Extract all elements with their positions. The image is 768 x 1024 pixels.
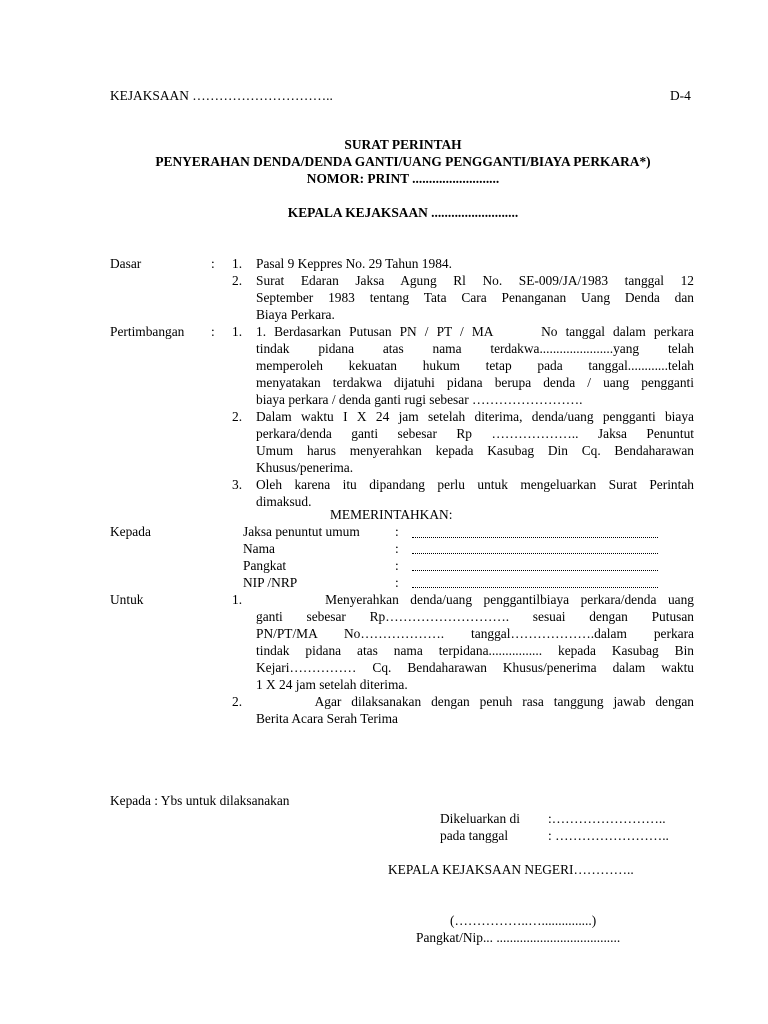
field-blank-nama[interactable] bbox=[412, 553, 658, 554]
untuk-item-1 bbox=[256, 591, 694, 693]
issued-date-value: : …………………….. bbox=[548, 828, 669, 843]
field-label-nip: NIP /NRP bbox=[243, 575, 298, 590]
pertimbangan-label: Pertimbangan bbox=[110, 324, 185, 339]
field-colon: : bbox=[395, 541, 399, 556]
text-line: Agar dilaksanakan dengan penuh rasa tanggung jawab dengan bbox=[256, 694, 694, 709]
untuk-label: Untuk bbox=[110, 592, 144, 607]
field-colon: : bbox=[395, 575, 399, 590]
text-line: Pasal 9 Keppres No. 29 Tahun 1984. bbox=[256, 256, 452, 271]
text-line: Umum harus menyerahkan kepada Kasubag Din Cq. Bendaharawan bbox=[256, 443, 694, 458]
field-label-pangkat: Pangkat bbox=[243, 558, 287, 573]
text-line: 1 X 24 jam setelah diterima. bbox=[256, 677, 408, 692]
document-title: SURAT PERINTAH bbox=[344, 137, 462, 152]
text-line: Biaya Perkara. bbox=[256, 307, 335, 322]
field-blank-nip[interactable] bbox=[412, 587, 658, 588]
pertimbangan-colon: : bbox=[211, 324, 215, 339]
field-label-jaksa: Jaksa penuntut umum bbox=[243, 524, 360, 539]
text-line: menyatakan terdakwa dijatuhi pidana berupa denda / uang pengganti bbox=[256, 375, 694, 390]
text-line: perkara/denda ganti sebesar Rp ……………….. Jaksa Penuntut bbox=[256, 426, 694, 441]
dasar-item-number: 1. bbox=[232, 256, 243, 271]
pertimbangan-item-number: 1. bbox=[232, 324, 243, 339]
form-code: D-4 bbox=[670, 88, 691, 103]
text-line: tindak pidana atas nama terpidana................ kepada Kasubag Bin bbox=[256, 643, 694, 658]
pertimbangan-item-3 bbox=[256, 476, 694, 510]
text-line: September 1983 tentang Tata Cara Penanganan Uang Denda dan bbox=[256, 290, 694, 305]
dasar-item-1 bbox=[256, 255, 694, 272]
dasar-item-2 bbox=[256, 272, 694, 323]
untuk-item-number: 2. bbox=[232, 694, 243, 709]
text-line: Berita Acara Serah Terima bbox=[256, 711, 398, 726]
signatory-name: (……………..…...............) bbox=[450, 913, 597, 928]
text-line: dimaksud. bbox=[256, 494, 312, 509]
text-line: ganti sebesar Rp………………………. sesuai dengan Putusan bbox=[256, 609, 694, 624]
issued-date-label: pada tanggal bbox=[440, 828, 509, 843]
kepada-label: Kepada bbox=[110, 524, 151, 539]
text-line: Kejari…………… Cq. Bendaharawan Khusus/penerima dalam waktu bbox=[256, 660, 694, 675]
memerintahkan-heading: MEMERINTAHKAN: bbox=[330, 507, 453, 522]
pertimbangan-item-number: 2. bbox=[232, 409, 243, 424]
text-line: Oleh karena itu dipandang perlu untuk mengeluarkan Surat Perintah bbox=[256, 477, 694, 492]
text-line: Dalam waktu I X 24 jam setelah diterima, denda/uang pengganti biaya bbox=[256, 409, 694, 424]
text-line: tindak pidana atas nama terdakwa......................yang telah bbox=[256, 341, 694, 356]
field-blank-pangkat[interactable] bbox=[412, 570, 658, 571]
text-line: PN/PT/MA No………………. tanggal……………….dalam perkara bbox=[256, 626, 694, 641]
pertimbangan-item-1 bbox=[256, 323, 694, 408]
pertimbangan-item-2 bbox=[256, 408, 694, 476]
untuk-item-number: 1. bbox=[232, 592, 243, 607]
field-label-nama: Nama bbox=[243, 541, 275, 556]
text-line: memperoleh kekuatan hukum tetap pada tanggal............telah bbox=[256, 358, 694, 373]
text-line: biaya perkara / denda ganti rugi sebesar ……………………. bbox=[256, 392, 583, 407]
issuer-heading: KEPALA KEJAKSAAN .......................... bbox=[287, 205, 519, 220]
dasar-label: Dasar bbox=[110, 256, 142, 271]
pertimbangan-item-number: 3. bbox=[232, 477, 243, 492]
field-blank-jaksa[interactable] bbox=[412, 537, 658, 538]
untuk-item-2 bbox=[256, 693, 694, 727]
dasar-colon: : bbox=[211, 256, 215, 271]
signatory-title: KEPALA KEJAKSAAN NEGERI………….. bbox=[388, 862, 634, 877]
header-institution: KEJAKSAAN ………………………….. bbox=[110, 88, 333, 103]
document-number: NOMOR: PRINT .......................... bbox=[306, 171, 500, 186]
issued-at-label: Dikeluarkan di bbox=[440, 811, 520, 826]
text-line: Menyerahkan denda/uang penggantilbiaya perkara/denda uang bbox=[256, 592, 694, 607]
document-subtitle: PENYERAHAN DENDA/DENDA GANTI/UANG PENGGANTI/BIAYA PERKARA*) bbox=[155, 154, 651, 169]
issued-at-value: :…………………….. bbox=[548, 811, 666, 826]
field-colon: : bbox=[395, 524, 399, 539]
signatory-rank-nip: Pangkat/Nip... ..................................... bbox=[416, 930, 621, 945]
text-line: Surat Edaran Jaksa Agung Rl No. SE-009/JA/1983 tanggal 12 bbox=[256, 273, 694, 288]
text-line: 1. Berdasarkan Putusan PN / PT / MA No tanggal dalam perkara bbox=[256, 324, 694, 339]
text-line: Khusus/penerima. bbox=[256, 460, 354, 475]
distribution-note: Kepada : Ybs untuk dilaksanakan bbox=[110, 793, 290, 808]
field-colon: : bbox=[395, 558, 399, 573]
dasar-item-number: 2. bbox=[232, 273, 243, 288]
